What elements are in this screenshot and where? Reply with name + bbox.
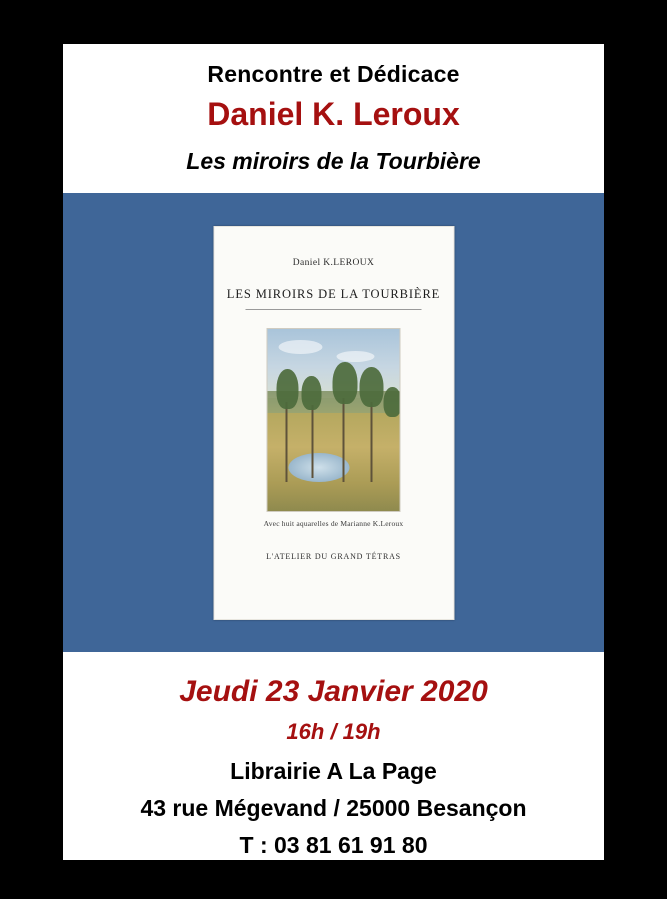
painting-tree-trunk — [370, 402, 372, 482]
author-name: Daniel K. Leroux — [207, 95, 460, 132]
event-time: 16h / 19h — [286, 718, 381, 744]
painting-tree-trunk — [286, 402, 288, 482]
venue-address: 43 rue Mégevand / 25000 Besançon — [140, 795, 527, 822]
book-showcase-panel — [63, 193, 604, 652]
painting-cloud — [336, 351, 374, 362]
event-type: Rencontre et Dédicace — [207, 61, 460, 87]
poster-footer — [63, 652, 604, 860]
book-cover-image — [213, 226, 454, 620]
painting-tree — [277, 369, 299, 409]
painting-tree-trunk — [343, 398, 345, 482]
venue-phone: T : 03 81 61 91 80 — [239, 831, 428, 858]
painting-pond — [289, 453, 350, 482]
painting-tree — [384, 387, 401, 417]
poster — [63, 44, 604, 858]
book-title: Les miroirs de la Tourbière — [186, 148, 481, 175]
painting-tree — [302, 376, 322, 410]
poster-header — [63, 44, 604, 176]
cover-title: LES MIROIRS DE LA TOURBIÈRE — [226, 286, 441, 301]
cover-author: Daniel K.LEROUX — [292, 257, 375, 268]
cover-illustration-credit: Avec huit aquarelles de Marianne K.Leroux — [263, 518, 404, 528]
cover-publisher: L'ATELIER DU GRAND TÉTRAS — [266, 551, 401, 561]
painting-tree-trunk — [311, 405, 313, 478]
event-date: Jeudi 23 Janvier 2020 — [179, 674, 488, 708]
venue-name: Librairie A La Page — [230, 758, 437, 785]
painting-tree — [332, 362, 357, 404]
cover-divider — [246, 309, 422, 310]
cover-watercolor-illustration — [267, 328, 401, 512]
painting-tree — [360, 367, 384, 407]
painting-cloud — [278, 340, 322, 354]
